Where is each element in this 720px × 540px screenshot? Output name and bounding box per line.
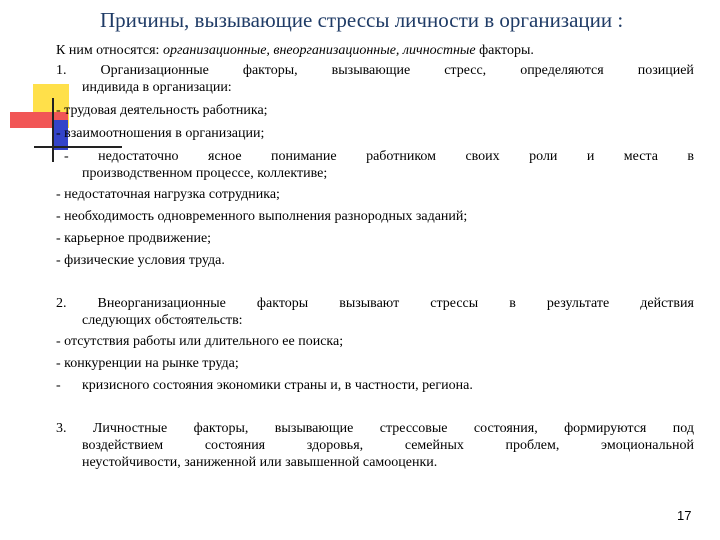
- section3-line1-word: вызывающие: [274, 421, 354, 436]
- section1-item3-word: недостаточно: [98, 149, 179, 164]
- section1-heading-line2: индивида в организации:: [82, 80, 232, 95]
- page-number: 17: [677, 508, 692, 523]
- section2-item-3: кризисного состояния экономики страны и, в частности, региона.: [82, 378, 473, 393]
- section1-item-4: - недостаточная нагрузка сотрудника;: [56, 187, 280, 202]
- section3-line1-word: 3.: [56, 421, 67, 436]
- section2-item-2: - конкуренции на рынке труда;: [56, 356, 239, 371]
- decor-vertical-line: [52, 98, 54, 162]
- section1-item3-word: понимание: [270, 149, 337, 164]
- intro-factors: организационные, внеорганизационные, личностные: [162, 43, 476, 58]
- section3-line2-word: проблем,: [505, 438, 560, 453]
- section3-line1-word: факторы,: [193, 421, 249, 436]
- section1-item3-word: и: [586, 149, 595, 164]
- section3-line-2: [82, 437, 694, 454]
- section3-line1-word: Личностные: [92, 421, 168, 436]
- section1-item-6: - карьерное продвижение;: [56, 231, 212, 246]
- slide-title: Причины, вызывающие стрессы личности в организации :: [100, 8, 624, 32]
- section2-heading-line2: следующих обстоятельств:: [82, 313, 243, 328]
- section2-heading-word: вызывают: [339, 296, 400, 311]
- section1-item3-line2: производственном процессе, коллективе;: [82, 166, 328, 181]
- section3-line1-word: под: [672, 421, 694, 436]
- section3-line2-word: семейных: [404, 438, 464, 453]
- section1-heading-word: вызывающие: [331, 63, 411, 78]
- section1-heading-word: Организационные: [100, 63, 209, 78]
- section2-heading-word: Внеорганизационные: [97, 296, 226, 311]
- intro-prefix: К ним относятся:: [56, 43, 163, 58]
- section1-item3-word: в: [687, 149, 694, 164]
- section3-line2-word: состояния: [204, 438, 266, 453]
- section1-item3-word: места: [623, 149, 658, 164]
- section3-line-1: [56, 420, 694, 437]
- section2-heading-word: стрессы: [430, 296, 479, 311]
- section1-heading-word: стресс,: [444, 63, 487, 78]
- intro-suffix: факторы.: [475, 43, 534, 58]
- section1-item3-word: работником: [366, 149, 437, 164]
- section2-heading-word: 2.: [56, 296, 67, 311]
- section2-heading-word: действия: [640, 296, 694, 311]
- section2-heading-word: факторы: [256, 296, 309, 311]
- section1-item-5: - необходимость одновременного выполнения разнородных заданий;: [56, 209, 468, 224]
- section3-line-3: неустойчивости, заниженной или завышенной самооценки.: [82, 455, 438, 470]
- section2-item-1: - отсутствия работы или длительного ее поиска;: [56, 334, 344, 349]
- section1-item-7: - физические условия труда.: [56, 253, 225, 268]
- section1-item-3: [64, 148, 694, 165]
- section1-heading-word: 1.: [56, 63, 67, 78]
- section1-item3-word: -: [64, 149, 69, 164]
- section1-item-1: - трудовая деятельность работника;: [56, 103, 268, 118]
- section1-heading-word: определяются: [520, 63, 604, 78]
- section1-heading-word: позицией: [637, 63, 694, 78]
- section2-heading-word: результате: [546, 296, 610, 311]
- section1-item3-word: ясное: [208, 149, 242, 164]
- section1-heading-word: факторы,: [242, 63, 298, 78]
- section1-item3-word: своих: [465, 149, 500, 164]
- section1-heading: [56, 62, 694, 79]
- section3-line1-word: состояния,: [473, 421, 538, 436]
- section2-heading: [56, 295, 694, 312]
- section1-item3-word: роли: [529, 149, 558, 164]
- intro-line: [56, 42, 534, 59]
- section3-line2-word: здоровья,: [306, 438, 364, 453]
- section3-line2-word: эмоциональной: [601, 438, 694, 453]
- section2-heading-word: в: [509, 296, 516, 311]
- section3-line1-word: стрессовые: [379, 421, 448, 436]
- section3-line2-word: воздействием: [82, 438, 164, 453]
- section3-line1-word: формируются: [564, 421, 647, 436]
- section1-item-2: - взаимоотношения в организации;: [56, 126, 265, 141]
- section2-item-3-dash: -: [56, 378, 61, 393]
